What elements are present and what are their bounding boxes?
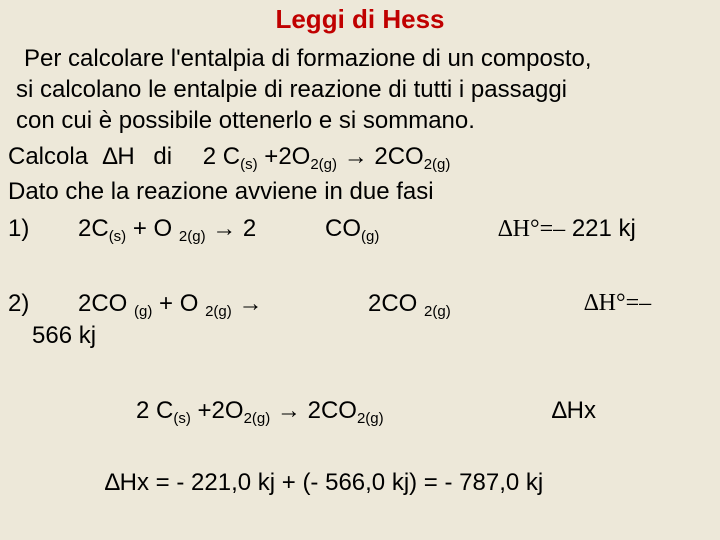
reaction-arrow-icon: → [343, 144, 368, 170]
step2-enthalpy-label: ∆H°=– [584, 290, 652, 316]
intro-line-2: si calcolano le entalpie di reazione di tutti i passaggi [16, 76, 568, 103]
reaction-arrow-icon: → [276, 398, 301, 424]
step1-enthalpy: ∆H°=– 221 kj [498, 215, 636, 242]
step2-enthalpy-value: 566 kj [32, 322, 97, 349]
reaction-arrow-icon: → [212, 216, 237, 242]
step1-number: 1) [8, 215, 30, 242]
task-di: di [153, 143, 173, 170]
premise-text: Dato che la reazione avviene in due fasi [8, 178, 434, 205]
task-prefix: Calcola [8, 143, 89, 170]
intro-line-3: con cui è possibile ottenerlo e si sommano. [16, 107, 475, 134]
sum-reaction: 2 $C_{(s)} +2O_{2(g)} \to 2CO_{2(g)}$ [136, 397, 384, 427]
task-delta-h: ∆H [102, 143, 135, 170]
step2-product: 2CO $_{2(g)}$ [368, 290, 451, 320]
task-reaction: 2 $C_{(s)} +2O_{2(g)} \to 2CO_{2(g)}$ [202, 143, 451, 173]
slide-title: Leggi di Hess [275, 4, 445, 34]
step1-reaction: $2C_{(s)} + O$ $_{2(g)}$ → 2 [78, 215, 257, 245]
sum-enthalpy: ∆Hx [552, 397, 597, 424]
step2-number: 2) [8, 290, 30, 317]
task-line [8, 143, 450, 171]
intro-line-1: Per calcolare l'entalpia di formazione di un composto, [24, 45, 592, 72]
reaction-arrow-icon: → [238, 291, 263, 317]
step1-product: $CO_{(g)}$ [325, 215, 380, 245]
result-equation: ∆Hx = - 221,0 kj + (- 566,0 kj) = - 787,0 kj [105, 469, 544, 496]
step2-reaction: 2CO $_{(g)}$ + O $_{2(g)}$ → [78, 290, 263, 320]
